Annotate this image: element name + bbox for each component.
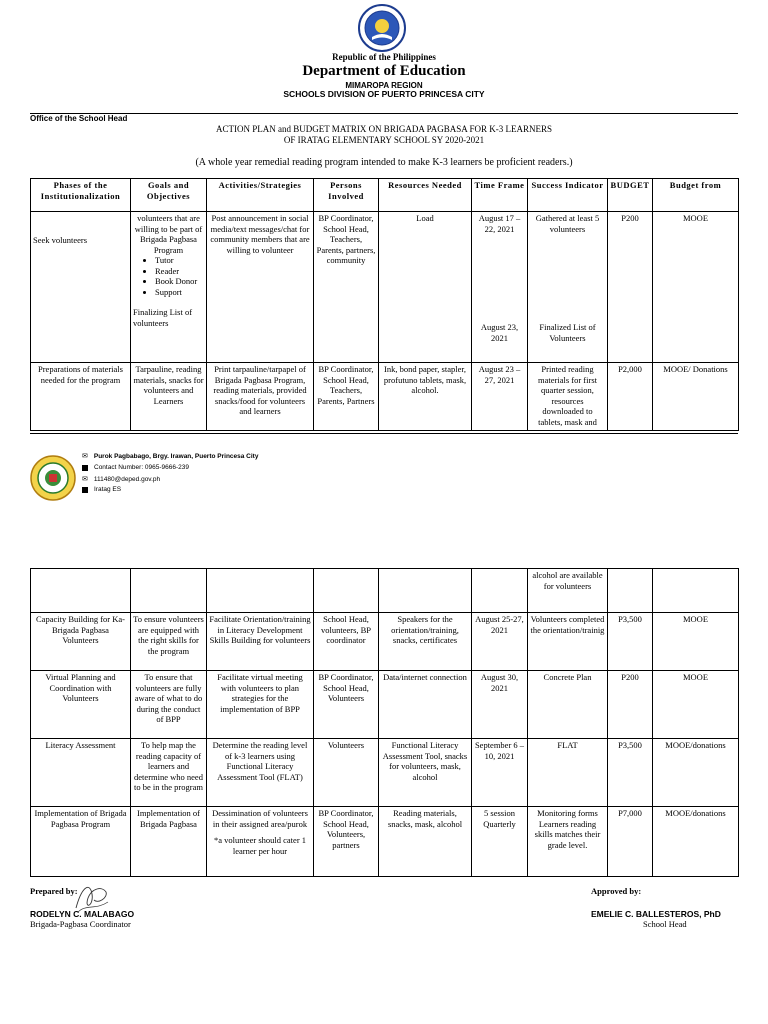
persons-cell: BP Coordinator, School Head, Volunteers, partners (314, 807, 379, 877)
col-header: Budget from (653, 179, 739, 212)
col-header: Time Frame (472, 179, 528, 212)
goals-cell (131, 569, 207, 613)
location-icon: ✉ (82, 453, 88, 460)
success-cell: alcohol are available for volunteers (528, 569, 608, 613)
budget-cell: P7,000 (608, 807, 653, 877)
goals-cell: To ensure that volunteers are fully aware of what to do during the conduct of BPP (131, 671, 207, 739)
table-row (31, 569, 739, 613)
table-row (31, 807, 739, 877)
footer-address: Purok Pagbabago, Brgy. Irawan, Puerto Princesa City (93, 452, 259, 460)
prepared-by-role: Brigada-Pagbasa Coordinator (30, 919, 131, 929)
prepared-by-label: Prepared by: (30, 886, 78, 896)
activities-cell (207, 807, 314, 877)
success-text: Gathered at least 5 volunteers (535, 213, 600, 234)
list-item: • Reader (155, 266, 204, 277)
activities-cell: Print tarpauline/tarpapel of Brigada Pagbasa Program, reading materials, provided snacks/food for volunteers and learners (207, 363, 314, 431)
deped-seal-icon (358, 4, 406, 52)
footer-address-line (82, 452, 258, 460)
activities-extra: *a volunteer should cater 1 learner per hour (213, 835, 307, 856)
doc-title-line2: OF IRATAG ELEMENTARY SCHOOL SY 2020-2021 (283, 135, 485, 145)
success-extra: Finalized List of Volunteers (539, 322, 596, 343)
republic-label: Republic of the Philippines (332, 52, 436, 62)
goals-cell: To help map the reading capacity of learners and determine who need to be in the program (131, 739, 207, 807)
time-cell: 5 session Quarterly (472, 807, 528, 877)
phase-cell (31, 569, 131, 613)
success-cell: Volunteers completed the orientation/trainig (528, 613, 608, 671)
table-row (31, 613, 739, 671)
resources-cell: Functional Literacy Assessment Tool, snacks for volunteers, mask, alcohol (379, 739, 472, 807)
budget-from-cell: MOOE (653, 671, 739, 739)
time-text: August 17 – 22, 2021 (478, 213, 521, 234)
approved-by-name: EMELIE C. BALLESTEROS, PhD (591, 909, 721, 919)
division-label: SCHOOLS DIVISION OF PUERTO PRINCESA CITY (283, 89, 485, 99)
col-header: Persons Involved (314, 179, 379, 212)
persons-cell: BP Coordinator, School Head, Teachers, Parents, partners, community (314, 212, 379, 363)
budget-cell: P2,000 (608, 363, 653, 431)
budget-cell: P200 (608, 671, 653, 739)
footer-contact: Contact Number: 0965-9666-239 (94, 464, 190, 471)
budget-from-cell (653, 569, 739, 613)
col-header: Resources Needed (379, 179, 472, 212)
activities-text: Dessimination of volunteers in their assigned area/purok (212, 808, 308, 829)
activities-cell: Determine the reading level of k-3 learners using Functional Literacy Assessment Tool (FLAT) (207, 739, 314, 807)
budget-cell: P200 (608, 212, 653, 363)
budget-from-cell: MOOE/donations (653, 739, 739, 807)
action-plan-table-page1 (30, 178, 739, 431)
goals-cell: Implementation of Brigada Pagbasa (131, 807, 207, 877)
persons-cell: BP Coordinator, School Head, Volunteers (314, 671, 379, 739)
doc-subtitle: (A whole year remedial reading program intended to make K-3 learners be proficient readers.) (195, 157, 573, 168)
phase-cell: Preparations of materials needed for the program (31, 363, 131, 431)
resources-cell: Data/internet connection (379, 671, 472, 739)
phase-cell (31, 212, 131, 363)
budget-cell: P3,500 (608, 739, 653, 807)
school-logo-icon (30, 455, 76, 501)
resources-cell: Reading materials, snacks, mask, alcohol (379, 807, 472, 877)
phase-cell: Literacy Assessment (31, 739, 131, 807)
goals-list (133, 255, 204, 297)
doc-title-line1: ACTION PLAN and BUDGET MATRIX ON BRIGADA PAGBASA FOR K-3 LEARNERS (215, 124, 553, 134)
col-header: Phases of the Institutionalization (31, 179, 131, 212)
budget-from-cell: MOOE/donations (653, 807, 739, 877)
success-cell: FLAT (528, 739, 608, 807)
phase-cell: Capacity Building for Ka-Brigada Pagbasa Volunteers (31, 613, 131, 671)
time-cell (472, 569, 528, 613)
list-item: • Book Donor (155, 276, 204, 287)
footer-divider (30, 433, 738, 434)
col-header: Activities/Strategies (207, 179, 314, 212)
department-title: Department of Education (302, 63, 466, 79)
footer-facebook: Iratag ES (94, 486, 122, 493)
budget-cell: P3,500 (608, 613, 653, 671)
budget-from-cell: MOOE (653, 613, 739, 671)
goals-extra: Finalizing List of volunteers (133, 307, 193, 328)
persons-cell: Volunteers (314, 739, 379, 807)
footer-facebook-line (82, 486, 121, 493)
phase-text: Seek volunteers (33, 235, 88, 245)
facebook-icon (82, 487, 88, 493)
persons-cell: BP Coordinator, School Head, Teachers, Parents, Partners (314, 363, 379, 431)
success-cell: Concrete Plan (528, 671, 608, 739)
time-cell: August 30, 2021 (472, 671, 528, 739)
activities-cell: Facilitate Orientation/training in Literacy Development Skills Building for volunteers (207, 613, 314, 671)
budget-from-cell: MOOE/ Donations (653, 363, 739, 431)
footer-email: 111480@deped.gov.ph (93, 475, 161, 483)
activities-cell: Facilitate virtual meeting with volunteers to plan strategies for the implementation of BPP (207, 671, 314, 739)
region-label: MIMAROPA REGION (345, 81, 423, 90)
success-cell (528, 212, 608, 363)
email-icon: ✉ (82, 476, 88, 483)
phase-cell: Implementation of Brigada Pagbasa Program (31, 807, 131, 877)
col-header: Success Indicator (528, 179, 608, 212)
footer-contact-line (82, 464, 189, 471)
goals-cell (131, 212, 207, 363)
time-cell: August 25-27, 2021 (472, 613, 528, 671)
time-cell (472, 212, 528, 363)
phone-icon (82, 465, 88, 471)
footer-email-line (82, 475, 160, 483)
persons-cell (314, 569, 379, 613)
action-plan-table-page2 (30, 568, 739, 877)
time-cell: September 6 – 10, 2021 (472, 739, 528, 807)
goals-cell: To ensure volunteers are equipped with the right skills for the program (131, 613, 207, 671)
time-extra: August 23, 2021 (480, 322, 519, 343)
budget-cell (608, 569, 653, 613)
phase-cell: Virtual Planning and Coordination with Volunteers (31, 671, 131, 739)
time-cell: August 23 – 27, 2021 (472, 363, 528, 431)
office-label: Office of the School Head (30, 114, 128, 123)
table-row (31, 671, 739, 739)
col-header: Goals and Objectives (131, 179, 207, 212)
persons-cell: School Head, volunteers, BP coordinator (314, 613, 379, 671)
goals-cell: Tarpauline, reading materials, snacks for volunteers and Learners (131, 363, 207, 431)
col-header: BUDGET (608, 179, 653, 212)
header-divider (30, 113, 738, 114)
table-header-row (31, 179, 739, 212)
success-cell: Printed reading materials for first quarter session, resources downloaded to tablets, mask and (528, 363, 608, 431)
activities-cell (207, 569, 314, 613)
success-cell: Monitoring forms Learners reading skills matches their grade level. (528, 807, 608, 877)
resources-cell: Speakers for the orientation/training, snacks, certificates (379, 613, 472, 671)
table-row (31, 212, 739, 363)
list-item: • Support (155, 287, 204, 298)
resources-cell (379, 569, 472, 613)
prepared-by-name: RODELYN C. MALABAGO (30, 909, 135, 919)
budget-from-cell: MOOE (653, 212, 739, 363)
list-item: • Tutor (155, 255, 204, 266)
approved-by-role: School Head (643, 919, 687, 929)
resources-cell: Ink, bond paper, stapler, profutuno tablets, mask, alcohol. (379, 363, 472, 431)
resources-cell: Load (379, 212, 472, 363)
table-row (31, 739, 739, 807)
approved-by-label: Approved by: (591, 886, 642, 896)
table-row (31, 363, 739, 431)
activities-cell: Post announcement in social media/text messages/chat for community members that are willing to volunteer (207, 212, 314, 363)
goals-text: volunteers that are willing to be part of Brigada Pagbasa Program (134, 213, 203, 255)
